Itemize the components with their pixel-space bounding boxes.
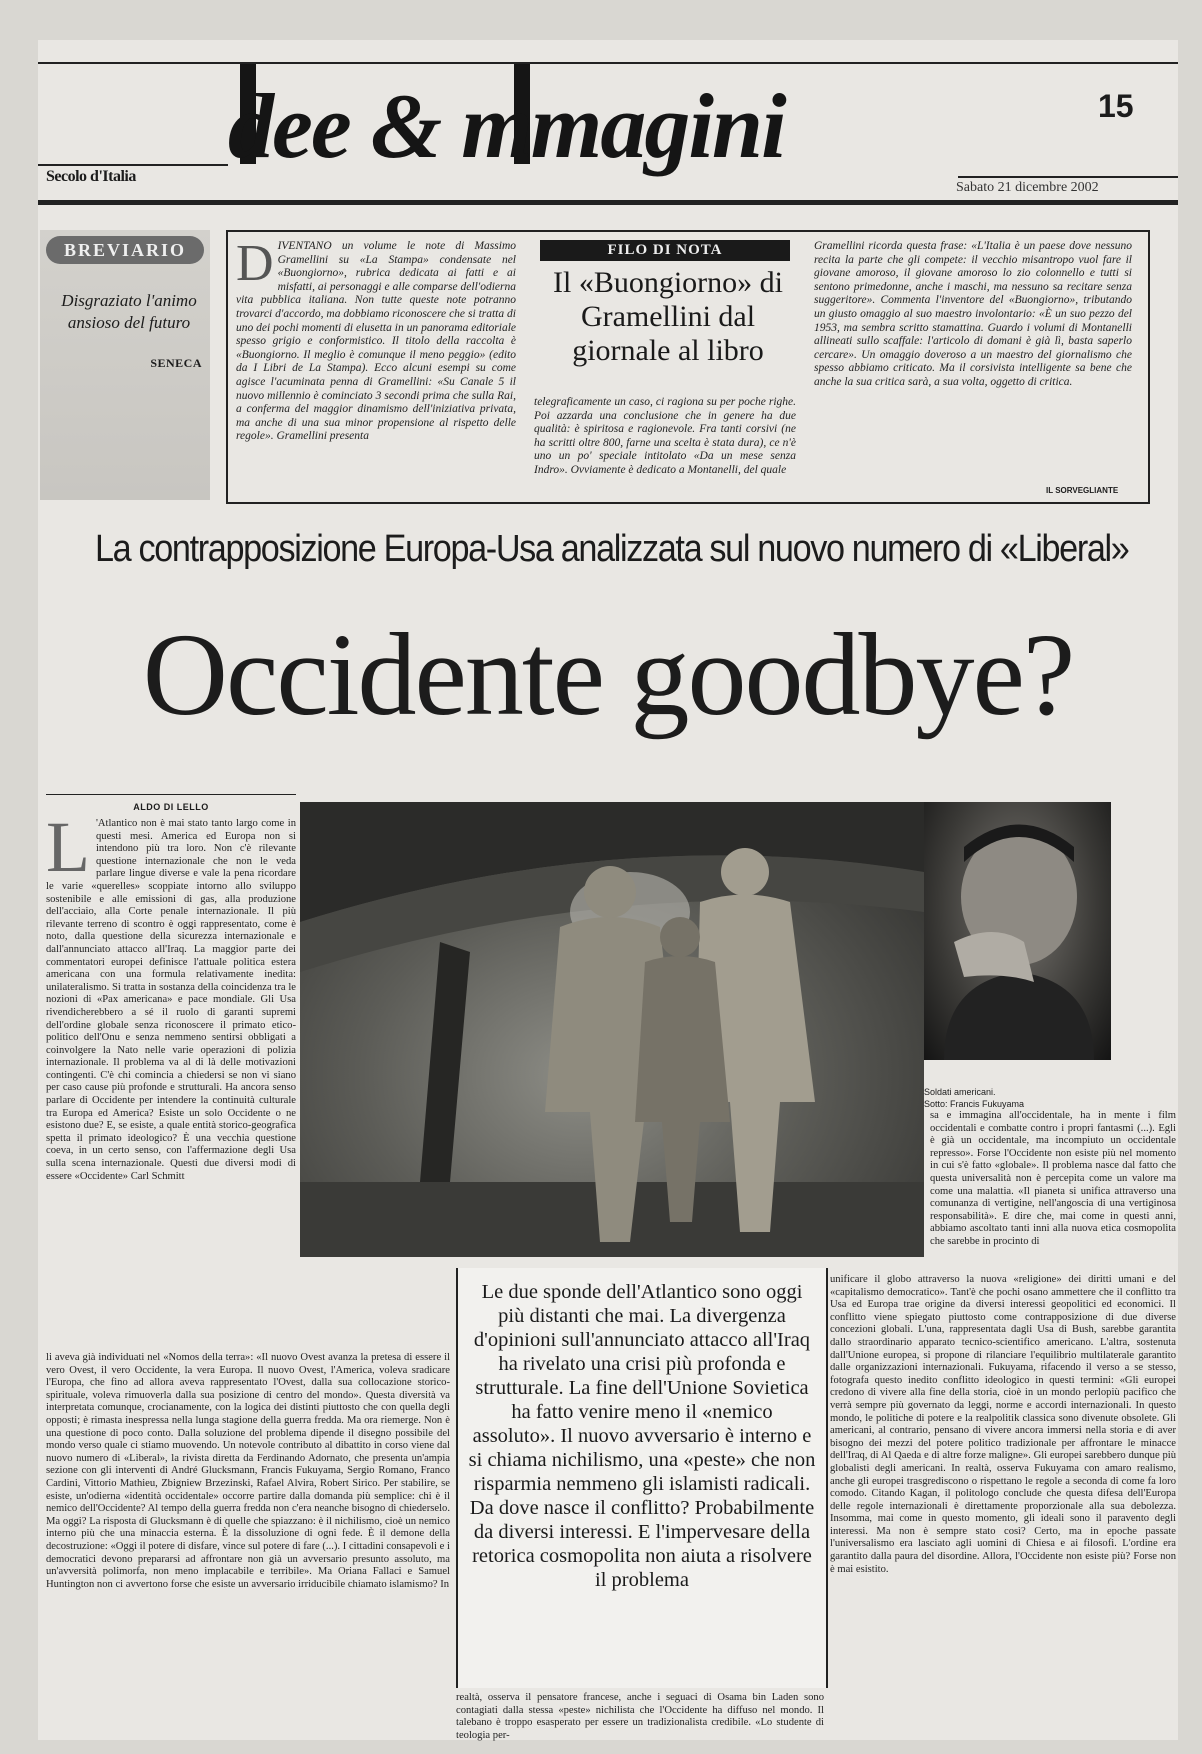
pullquote-text: Le due sponde dell'Atlantico sono oggi più distanti che mai. La divergenza d'opinioni sull'annunciato attacco all'Iraq ha rivelato una crisi più profonda e strutturale. La fine dell'Unione Sovietica ha fatto venire meno il «nemico assoluto». Il nuovo avversario è interno e si chiama nichilismo, una «peste» che non risparmia nemmeno gli islamisti radicali. Da dove nasce il conflitto? Probabilmente da diversi interessi. E l'impervesare della retorica cosmopolita non aiuta a risolvere il problema xyxy=(468,1281,816,1591)
masthead-bottom-rule xyxy=(38,200,1178,205)
article-title: Occidente goodbye? xyxy=(142,609,1074,740)
breviario-label: BREVIARIO xyxy=(46,236,204,264)
soldiers-photo xyxy=(300,802,924,1257)
breviario-author: SENECA xyxy=(150,356,202,370)
article-kicker: La contrapposizione Europa-Usa analizzata sul nuovo numero di «Liberal» xyxy=(95,528,1129,570)
soldiers-photo-illustration xyxy=(300,802,924,1257)
newspaper-page xyxy=(38,40,1178,1740)
article-drop-letter: L xyxy=(46,807,90,887)
filo-column-3: Gramellini ricorda questa frase: «L'Italia è un paese dove nessuno recita la parte che gli compete: il vecchio misantropo vuol fare il giovane amoroso, il giovane amoroso lo zio colonnello e tutti si sentono primedonne, anche i maschi, ma nessuno sa recitare senza suggeritore». Commenta l'inventore del «Buongiorno», tributando un giusto omaggio al suo maestro involontario: «È un suo pezzo del 1953, ma sembra scritto stamattina. Guardo i volumi di Montanelli allineati sullo scaffale: l'articolo di domani è già lì, basta saperlo cercare». Un omaggio doveroso a un maestro del giornalismo che spesso abbiamo criticato. Ma il corsivista intelligente sa bene che anche la sua critica sarà, a sua volta, oggetto di critica. xyxy=(814,240,1132,388)
filo-di-nota-label: FILO DI NOTA xyxy=(540,240,790,261)
article-column-1b: li aveva già individuati nel «Nomos della terra»: «Il nuovo Ovest avanza la pretesa di essere il vero Ovest, il vero Occidente, la vera Europa. Il nuovo Ovest, l'America, voleva sradicare l'Europa, che fino ad allora aveva rappresentato l'Ovest, dalla sua collocazione storico-spirituale, voleva rimuoverla dalla sua posizione di centro del mondo». Questa diversità va interpretata comunque, crocianamente, con la logica dei distinti piuttosto che con quella degli opposti; è rimasta inespressa nella lunga stagione della guerra fredda. Ma ora riemerge. Non è una questione di poco conto. Dalla soluzione del problema dipende il disegno possibile del mondo verso quale ci stiamo muovendo. Un notevole contributo al dibattito in corso viene dal nuovo numero di «Liberal», la rivista diretta da Ferdinando Adornato, che presenta un'ampia sezione con gli interventi di André Glucksmann, Francis Fukuyama, Sergio Romano, Franco Cardini, Vittorio Mathieu, Zbigniew Brzezinski, Rafael Alvira, Robert Sirico. Per stabilire, se esiste, un'odierna «identità occidentale» occorre partire dalla domanda più semplice: chi è il nemico dell'Occidente? Al tempo della guerra fredda non c'era neanche bisogno di chiederselo. Ma oggi? La risposta di Glucksmann è di quelle che spiazzano: è il nichilismo, cioè un nemico interno più che una minaccia esterna. È la dissoluzione di ogni fede. È il demone della decostruzione: «Oggi il potere di disfare, vince sul potere di fare (...). I cittadini consapevoli e i democratici devono prepararsi ad affrontare non già un avversario presunto assoluto, ma un'avversità polimorfa, non meno implacabile e terribile». Ma Oriana Fallaci e Samuel Huntington non ci avvertono forse che esiste un avversario irriducibile chiamato islamismo? In xyxy=(46,1352,450,1590)
filo-column-1-text: IVENTANO un volume le note di Massimo Gramellini su «La Stampa» condensate nel «Buongiorno», rubrica dedicata ai fatti e ai misfatti, ai personaggi e alle comparse dell'odierna vita pubblica italiana. Non tutte queste note potranno trovarci d'accordo, ma dobbiamo riconoscere che si tratta di uno dei pochi momenti di elusetta in un panorama editoriale spesso grigio e conformistico. Il titolo della raccolta è «Buongiorno. Il meglio è comunque il meno peggio» (edito da I Libri de La Stampa). Ecco alcuni esempi su come agisce l'acuminata penna di Gramellini: «Su Canale 5 il nuovo millennio è cominciato 3 secondi prima che sulla Rai, a conferma del maggior dinamismo dell'iniziativa privata, ma anche di una sua minor propensione al rispetto delle regole». Gramellini presenta xyxy=(236,240,516,443)
masthead-rule-left xyxy=(38,164,228,166)
portrait-illustration xyxy=(924,802,1111,1060)
page-number: 15 xyxy=(1098,88,1134,124)
article-column-right-top: sa e immagina all'occidentale, ha in mente i film occidentali e combatte contro i propri fantasmi (...). Egli è già un occidentale, ma incompiuto un occidentale represso». Forse l'Occidente non esiste più nel momento in cui s'è fatto «globale». Il problema nasce dal fatto che questa universalità non è percepita come un valore ma come una malattia. «Il pianeta si unifica attraverso una comunanza di vertigine, nell'angoscia di una vertiginosa responsabilità». E dire che, mai come in questi anni, abbiamo ascoltato tanti inni alla nuova etica cosmopolita che sarebbe in procinto di xyxy=(930,1110,1176,1247)
breviario-quote: Disgraziato l'animo ansioso del futuro xyxy=(61,291,197,332)
article-column-1-text: 'Atlantico non è mai stato tanto largo come in questi mesi. America ed Europa non si intendono più tra loro. Non c'è rilevante questione internazionale che non le veda parlare lingue diverse e vale la pena ricordare le varie «querelles» scoppiate intorno allo sviluppo sostenibile e alle emissioni di gas, alla produzione dell'acciaio, alla Corte penale internazionale. Il più rilevante terreno di scontro è oggi rappresentato, come è noto, dalla questione della sicurezza internazionale e dall'annunciato attacco all'Iraq. La maggior parte dei commentatori europei definisce l'attuale politica estera americana con una formula relativamente inedita: unilateralismo. Si tratta in sostanza della coincidenza tra le nozioni di «Pax americana» e pace mondiale. Gli Usa rivendicherebbero a sé il ruolo di garanti supremi dell'ordine globale senza riconoscere il primato etico-politico dell'Onu e senza nemmeno sentirsi obbligati a coinvolgere la Nato nelle varie operazioni di polizia internazionale. Il problema va al di là delle motivazioni contingenti. C'è chi comincia a chiedersi se non vi siano per caso cause più profonde e strutturali. Ha ancora senso parlare di Occidente per intendere la continuità culturale tra Europa ed America? Esiste un solo Occidente o ne esistono due? E, se esiste, a quale entità storico-geografica spetta il primato ideologico? È una vecchia questione coeva, in un certo senso, con l'affermazione degli Usa sulla scena internazionale. Questi due diversi modi di essere «Occidente» Carl Schmitt xyxy=(46,818,296,1182)
breviario-box xyxy=(40,230,210,500)
article-byline: ALDO DI LELLO xyxy=(133,802,209,812)
section-title: dee & mmagini xyxy=(228,75,785,177)
fukuyama-portrait xyxy=(924,802,1111,1060)
top-rule xyxy=(38,62,1178,64)
article-column-right-bottom: unificare il globo attraverso la nuova «religione» dei diritti umani e del «capitalismo democratico». Tant'è che pochi osano ammettere che il conflitto tra Usa ed Europa trae origine da diversi interessi geopolitici ed economici. Il conflitto viene spiegato piuttosto come contrapposizione di due diverse concezioni globali. L'una, rappresentata dagli Usa di Bush, sarebbe garantita dallo straordinario apparato tecnico-scientifico americano. L'altra, sostenuta dall'Unione europea, si propone di rilanciare l'equilibrio multilaterale garantito dalle organizzazioni internazionali. Fukuyama, rifacendo il verso a se stesso, fotografa questo inedito conflitto ideologico in questi termini: «Gli europei credono di vivere alla fine della storia, cioè in un mondo perlopiù pacifico che verrà sempre più governato da leggi, norme e accordi internazionali. In questo mondo, le politiche di potere e la realpolitik classica sono divenute obsolete. Gli americani, al contrario, pensano di vivere ancora immersi nella storia e di aver bisogno dei mezzi del potere politico tradizionale per affrontare le minacce dell'Iraq, di Al Qaeda e di altre forze maligne». Gli europei sarebbero dunque più globalisti degli americani. In realtà, osserva Fukuyama con amaro realismo, anche gli europei trasgrediscono o rispettano le regole a seconda di come fa loro comodo. Citando Kagan, il politologo conclude che questa difesa dell'Europa delle regole internazionali è direttamente proporzionale alla sua debolezza. Insomma, mai come in questo momento, gli ideali sono il paravento degli interessi. Ma non è sempre stato così? Certo, ma in epoche passate l'universalismo era lasciato agli uomini di Chiesa e ai filosofi. L'ordine era garantito dalla paura del disordine. Allora, l'Occidente non esiste più? Forse non è mai esistito. xyxy=(830,1274,1176,1575)
filo-headline: Il «Buongiorno» di Gramellini dal giornale al libro xyxy=(553,266,783,367)
paper-name: Secolo d'Italia xyxy=(46,168,136,185)
photo-caption-line-2: Sotto: Francis Fukuyama xyxy=(924,1099,1025,1109)
masthead-rule-right xyxy=(958,176,1178,178)
filo-signature: IL SORVEGLIANTE xyxy=(1046,486,1119,495)
issue-date: Sabato 21 dicembre 2002 xyxy=(956,180,1099,195)
article-column-middle-bottom: realtà, osserva il pensatore francese, anche i seguaci di Osama bin Laden sono contagiati dalla stessa «peste» nichilista che l'Occidente ha diffuso nel mondo. Il talebano è troppo esasperato per essere un tradizionalista credibile. «Lo studente di teologia per- xyxy=(456,1692,824,1741)
filo-column-1 xyxy=(236,235,516,492)
pullquote-box xyxy=(456,1268,828,1688)
photo-caption-line-1: Soldati americani. xyxy=(924,1087,996,1097)
byline-rule xyxy=(46,794,296,795)
filo-drop-letter: D xyxy=(236,235,274,292)
photo-caption xyxy=(924,1086,1104,1110)
filo-column-2: telegraficamente un caso, ci ragiona su per poche righe. Poi azzarda una conclusione che in genere ha due qualità: è spiritosa e ragionevole. Fra tanti corsivi (ne ha scritti oltre 800, farne una scelta è stata dura), ce n'è uno un po' speciale intitolato «Da un mese senza Indro». Ovviamente è dedicato a Montanelli, del quale xyxy=(534,396,796,476)
